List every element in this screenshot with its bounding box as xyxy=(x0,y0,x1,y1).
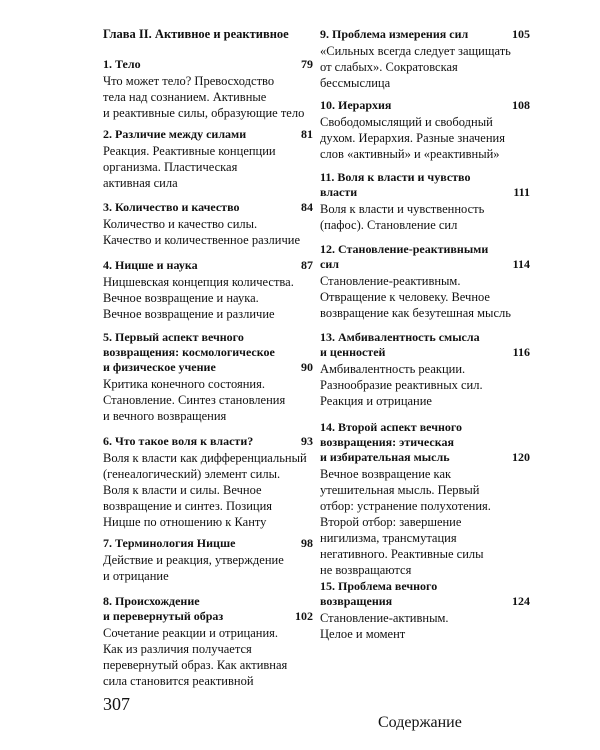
toc-entry-heading-line: и избирательная мысль xyxy=(320,450,450,464)
toc-entry xyxy=(320,579,530,642)
toc-entry-description xyxy=(320,466,530,578)
toc-entry-heading-line: и перевернутый образ xyxy=(103,609,224,623)
toc-entry-page-number: 114 xyxy=(512,257,530,271)
toc-entry-heading-line: возвращения: космологическое xyxy=(103,345,275,359)
toc-entry-heading xyxy=(320,330,530,360)
toc-entry-description-line: Как из различия получается xyxy=(103,642,252,656)
toc-entry xyxy=(320,27,530,91)
footer-title: Содержание xyxy=(378,714,462,731)
toc-entry-description xyxy=(320,201,530,233)
toc-entry-description xyxy=(320,361,530,409)
toc-entry-heading-line: 1. Тело xyxy=(103,57,141,71)
toc-entry xyxy=(320,170,530,233)
toc-entry-description-line: Воля к власти и чувственность xyxy=(320,202,485,216)
toc-entry-description-line: Действие и реакция, утверждение xyxy=(103,553,284,567)
toc-entry-description-line: негативного. Реактивные силы xyxy=(320,547,484,561)
toc-entry-description xyxy=(320,114,530,162)
toc-entry-heading xyxy=(320,420,530,465)
toc-entry-description-line: сила становится реактивной xyxy=(103,674,254,688)
toc-entry-description-line: не возвращаются xyxy=(320,563,412,577)
toc-entry-page-number: 108 xyxy=(512,98,530,112)
toc-entry-description xyxy=(320,43,530,91)
toc-entry-heading-line: 11. Воля к власти и чувство xyxy=(320,170,471,184)
toc-entry-description-line: Вечное возвращение и наука. xyxy=(103,291,259,305)
toc-entry-description-line: Ницшевская концепция количества. xyxy=(103,275,294,289)
toc-entry-description-line: Становление. Синтез становления xyxy=(103,393,286,407)
toc-entry-heading xyxy=(103,594,313,624)
toc-entry-description-line: возвращение как безутешная мысль xyxy=(320,306,511,320)
toc-entry-heading-line: 13. Амбивалентность смысла xyxy=(320,330,480,344)
toc-entry-heading-line: и физическое учение xyxy=(103,360,216,374)
toc-entry-description-line: и вечного возвращения xyxy=(103,409,227,423)
toc-entry-description-line: Что может тело? Превосходство xyxy=(103,74,275,88)
toc-entry-page-number: 116 xyxy=(512,345,530,359)
toc-entry-heading xyxy=(320,170,530,200)
toc-entry-page-number: 79 xyxy=(301,57,313,71)
toc-entry-description-line: слов «активный» и «реактивный» xyxy=(320,147,500,161)
toc-entry xyxy=(103,57,313,121)
toc-entry-description-line: (генеалогический) элемент силы. xyxy=(103,467,281,481)
toc-entry xyxy=(103,200,313,248)
toc-entry-description-line: Качество и количественное различие xyxy=(103,233,301,247)
toc-entry-description-line: и реактивные силы, образующие тело xyxy=(103,106,305,120)
toc-entry-heading-line: сил xyxy=(320,257,339,271)
toc-entry-description-line: Становление-реактивным. xyxy=(320,274,461,288)
toc-entry-heading-line: возвращения: этическая xyxy=(320,435,454,449)
toc-entry-description-line: «Сильных всегда следует защищать xyxy=(320,44,511,58)
page-number: 307 xyxy=(103,694,130,714)
toc-entry-heading-line: 12. Становление-реактивными xyxy=(320,242,489,256)
toc-entry-description-line: от слабых». Сократовская xyxy=(320,60,458,74)
toc-entry-heading-line: 4. Ницше и наука xyxy=(103,258,198,272)
toc-entry-description xyxy=(103,143,313,191)
toc-entry-description-line: и отрицание xyxy=(103,569,169,583)
toc-entry-heading-line: 8. Происхождение xyxy=(103,594,200,608)
toc-entry-description-line: перевернутый образ. Как активная xyxy=(103,658,288,672)
toc-entry-page-number: 84 xyxy=(301,200,313,214)
toc-entry-heading xyxy=(103,536,313,551)
toc-entry-description-line: организма. Пластическая xyxy=(103,160,238,174)
toc-entry xyxy=(320,242,530,321)
toc-entry-heading xyxy=(103,434,313,449)
toc-entry-description-line: тела над сознанием. Активные xyxy=(103,90,267,104)
toc-entry-heading-line: 3. Количество и качество xyxy=(103,200,240,214)
toc-entry-description xyxy=(103,625,313,689)
toc-entry-page-number: 120 xyxy=(512,450,530,464)
toc-entry-heading xyxy=(103,200,313,215)
toc-entry-description xyxy=(320,273,530,321)
toc-entry-heading xyxy=(320,27,530,42)
toc-entry-page-number: 98 xyxy=(301,536,313,550)
toc-entry xyxy=(320,98,530,162)
toc-entry-page-number: 124 xyxy=(512,594,530,608)
toc-entry-page-number: 87 xyxy=(301,258,313,272)
toc-entry-heading-line: 6. Что такое воля к власти? xyxy=(103,434,254,448)
toc-entry-page-number: 93 xyxy=(301,434,313,448)
toc-entry-description-line: Реакция. Реактивные концепции xyxy=(103,144,276,158)
toc-entry-description-line: утешительная мысль. Первый xyxy=(320,483,480,497)
toc-entry-description-line: Вечное возвращение как xyxy=(320,467,452,481)
toc-entry-heading-line: 5. Первый аспект вечного xyxy=(103,330,244,344)
toc-entry-description-line: Реакция и отрицание xyxy=(320,394,432,408)
toc-entry xyxy=(103,536,313,584)
toc-entry-heading xyxy=(320,242,530,272)
toc-entry-description-line: Свободомыслящий и свободный xyxy=(320,115,493,129)
toc-entry-description-line: возвращение и синтез. Позиция xyxy=(103,499,273,513)
toc-entry-description-line: Амбивалентность реакции. xyxy=(320,362,466,376)
toc-entry-description xyxy=(103,376,313,424)
toc-entry-heading xyxy=(103,258,313,273)
toc-entry-heading-line: 9. Проблема измерения сил xyxy=(320,27,469,41)
toc-entry-description-line: Ницше по отношению к Канту xyxy=(103,515,267,529)
toc-entry-description-line: (пафос). Становление сил xyxy=(320,218,458,232)
toc-entry-page-number: 90 xyxy=(301,360,313,374)
toc-entry-page-number: 105 xyxy=(512,27,530,41)
toc-entry-description-line: активная сила xyxy=(103,176,178,190)
toc-entry-description-line: Критика конечного состояния. xyxy=(103,377,265,391)
toc-entry-heading xyxy=(103,57,313,72)
toc-entry-page-number: 81 xyxy=(301,127,313,141)
toc-entry-page-number: 111 xyxy=(513,185,530,199)
toc-entry-description-line: Разнообразие реактивных сил. xyxy=(320,378,483,392)
toc-entry-description-line: Сочетание реакции и отрицания. xyxy=(103,626,279,640)
toc-entry-description xyxy=(103,450,313,530)
toc-entry xyxy=(103,434,313,530)
toc-entry-heading-line: 7. Терминология Ницше xyxy=(103,536,236,550)
toc-entry-description-line: Количество и качество силы. xyxy=(103,217,258,231)
toc-entry-description-line: Второй отбор: завершение xyxy=(320,515,462,529)
toc-entry xyxy=(320,420,530,578)
toc-entry-heading-line: 10. Иерархия xyxy=(320,98,392,112)
toc-entry xyxy=(103,330,313,424)
chapter-title: Глава II. Активное и реактивное xyxy=(103,27,289,41)
toc-entry-page-number: 102 xyxy=(295,609,313,623)
toc-entry-description xyxy=(103,274,313,322)
toc-entry-description xyxy=(103,552,313,584)
toc-entry-description-line: Вечное возвращение и различие xyxy=(103,307,275,321)
toc-entry xyxy=(103,594,313,689)
toc-entry-heading xyxy=(103,330,313,375)
toc-entry-heading xyxy=(103,127,313,142)
toc-entry-description-line: Становление-активным. xyxy=(320,611,449,625)
toc-entry-description xyxy=(103,73,313,121)
toc-entry-description-line: Целое и момент xyxy=(320,627,406,641)
toc-entry-heading-line: 14. Второй аспект вечного xyxy=(320,420,463,434)
toc-entry xyxy=(103,258,313,322)
toc-entry-description-line: Воля к власти как дифференциальный xyxy=(103,451,307,465)
toc-entry xyxy=(320,330,530,409)
toc-entry-description-line: Отвращение к человеку. Вечное xyxy=(320,290,490,304)
toc-entry-description xyxy=(320,610,530,642)
toc-entry-description xyxy=(103,216,313,248)
toc-entry-heading-line: 2. Различие между силами xyxy=(103,127,247,141)
toc-entry-description-line: отбор: устранение полухотения. xyxy=(320,499,491,513)
toc-entry-description-line: Воля к власти и силы. Вечное xyxy=(103,483,262,497)
toc-entry-description-line: бессмыслица xyxy=(320,76,391,90)
toc-entry xyxy=(103,127,313,191)
toc-entry-heading xyxy=(320,98,530,113)
toc-entry-heading xyxy=(320,579,530,609)
toc-entry-heading-line: и ценностей xyxy=(320,345,386,359)
toc-entry-heading-line: власти xyxy=(320,185,358,199)
toc-entry-description-line: духом. Иерархия. Разные значения xyxy=(320,131,505,145)
toc-entry-description-line: нигилизма, трансмутация xyxy=(320,531,457,545)
toc-entry-heading-line: 15. Проблема вечного xyxy=(320,579,438,593)
toc-entry-heading-line: возвращения xyxy=(320,594,393,608)
